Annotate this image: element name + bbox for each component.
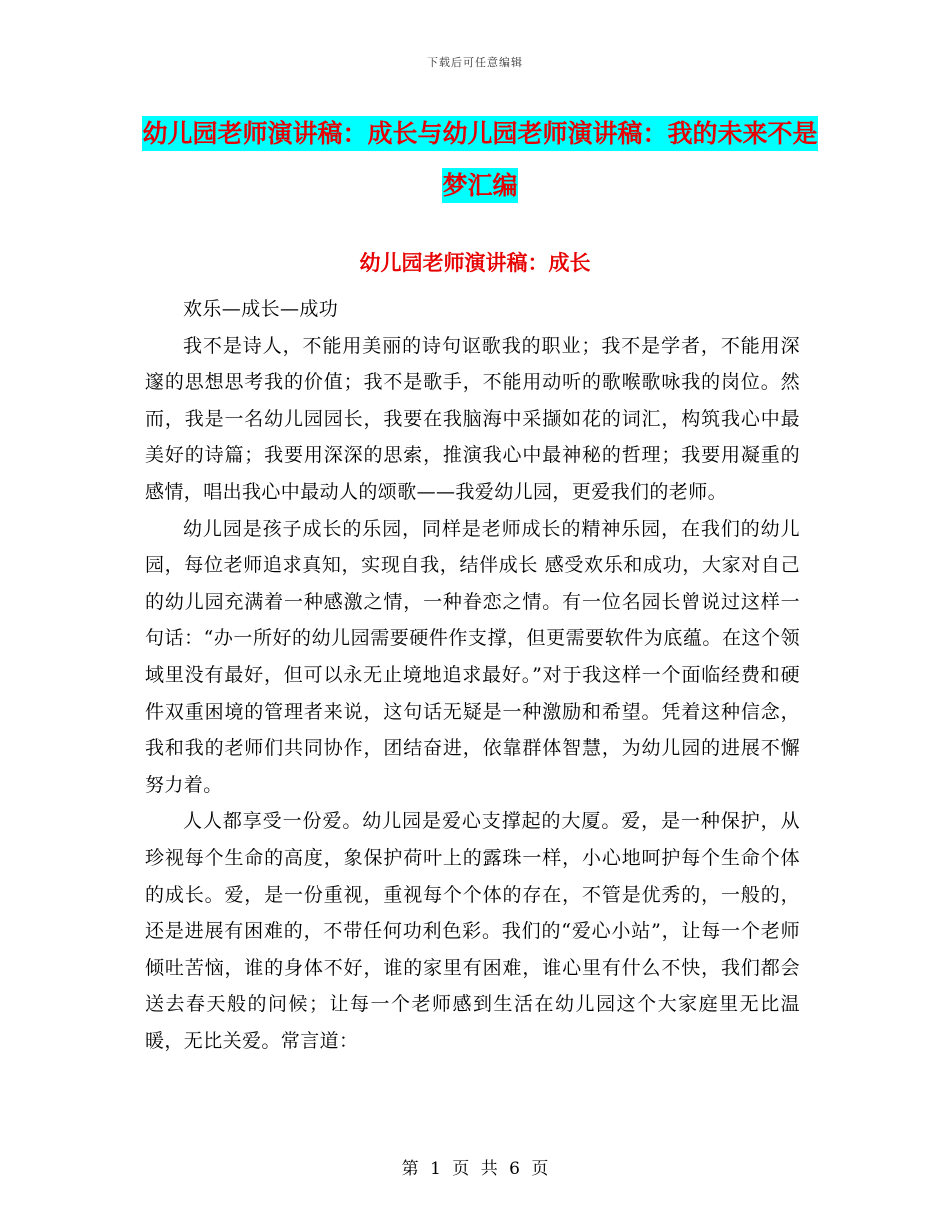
- page-number: 第 1 页 共 6 页: [401, 1159, 549, 1179]
- body-text: [145, 291, 800, 1059]
- paragraph-intro: 欢乐—成长—成功: [183, 298, 339, 320]
- paragraph: 幼儿园是孩子成长的乐园，同样是老师成长的精神乐园，在我们的幼儿园，每位老师追求真知，实现自我，结伴成长 感受欢乐和成功，大家对自己的幼儿园充满着一种感激之情，一种眷恋之情。有一位名园长曾说过这样一句话：“办一所好的幼儿园需要硬件作支撑，但更需要软件为底蕴。在这个领域里没有最好，但可以永无止境地追求最好。”对于我这样一个面临经费和硬件双重困境的管理者来说，这句话无疑是一种激励和希望。凭着这种信念，我和我的老师们共同协作，团结奋进，依靠群体智慧，为幼儿园的进展不懈努力着。: [145, 517, 800, 796]
- header-note: 下载后可任意编辑: [427, 56, 523, 69]
- document-title-text: 幼儿园老师演讲稿：成长与幼儿园老师演讲稿：我的未来不是梦汇编: [142, 116, 817, 203]
- section-title: 幼儿园老师演讲稿：成长: [359, 251, 591, 275]
- document-title: [140, 108, 820, 212]
- paragraph: 我不是诗人，不能用美丽的诗句讴歌我的职业；我不是学者，不能用深邃的思想思考我的价值；我不是歌手，不能用动听的歌喉歌咏我的岗位。然而，我是一名幼儿园园长，我要在我脑海中采撷如花的词汇，构筑我心中最美好的诗篇；我要用深深的思索，推演我心中最神秘的哲理；我要用凝重的感情，唱出我心中最动人的颂歌——我爱幼儿园，更爱我们的老师。: [145, 334, 800, 503]
- paragraph: 人人都享受一份爱。幼儿园是爱心支撑起的大厦。爱，是一种保护，从珍视每个生命的高度，象保护荷叶上的露珠一样，小心地呵护每个生命个体的成长。爱，是一份重视，重视每个个体的存在，不管是优秀的，一般的，还是进展有困难的，不带任何功利色彩。我们的“爱心小站”，让每一个老师倾吐苦恼，谁的身体不好，谁的家里有困难，谁心里有什么不快，我们都会送去春天般的问候；让每一个老师感到生活在幼儿园这个大家庭里无比温暖，无比关爱。常言道：: [145, 810, 800, 1052]
